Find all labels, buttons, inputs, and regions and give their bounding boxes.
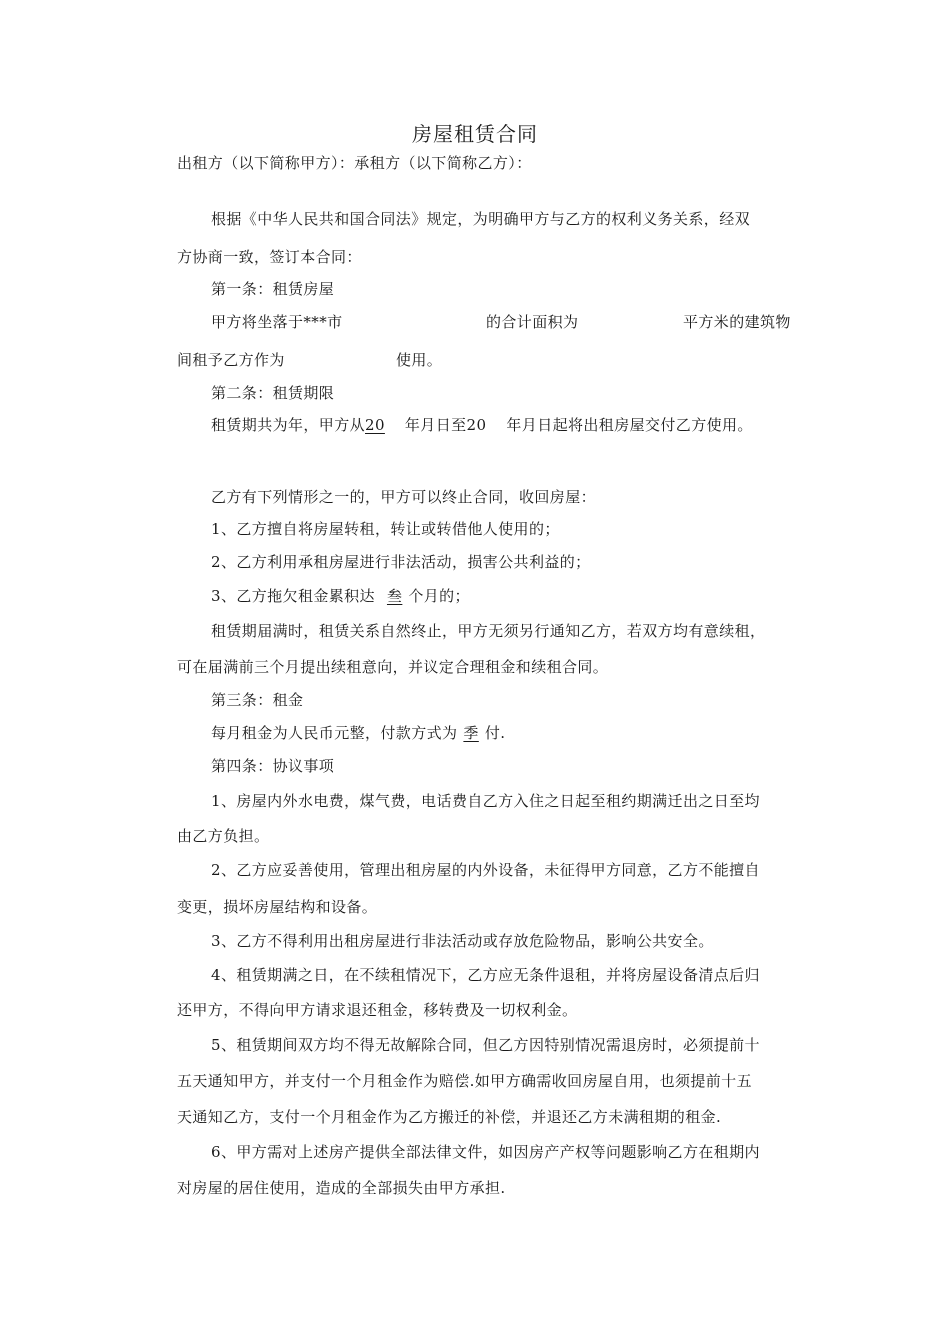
item-3-line-1: 3、乙方不得利用出租房屋进行非法活动或存放危险物品，影响公共安全。 (211, 932, 714, 950)
item-5-line-1: 5、租赁期间双方均不得无故解除合同，但乙方因特别情况需退房时，必须提前十 (211, 1036, 760, 1054)
item-2-line-1: 2、乙方应妥善使用，管理出租房屋的内外设备，未征得甲方同意，乙方不能擅自 (211, 861, 760, 879)
article-2-line (211, 414, 753, 436)
item-1-line-2: 由乙方负担。 (177, 827, 270, 845)
item-5-line-3: 天通知乙方，支付一个月租金作为乙方搬迁的补偿，并退还乙方未满租期的租金. (177, 1108, 722, 1126)
article-1-heading: 第一条：租赁房屋 (211, 280, 335, 298)
article-2-start-year: 20 (365, 416, 385, 434)
article-4-heading: 第四条：协议事项 (211, 757, 335, 775)
intro-line-2: 方协商一致，签订本合同： (177, 248, 362, 266)
item-4-line-2: 还甲方，不得向甲方请求退还租金，移转费及一切权利金。 (177, 1001, 578, 1019)
intro-line-1: 根据《中华人民共和国合同法》规定，为明确甲方与乙方的权利义务关系，经双 (211, 210, 751, 228)
article-2-text-a: 租赁期共为年，甲方从 (211, 416, 366, 434)
payment-method-value: 季 (463, 724, 479, 742)
article-1-text-e: 使用。 (396, 351, 443, 369)
article-1-text-a: 甲方将坐落于***市 (211, 313, 343, 331)
termination-item-1: 1、乙方擅自将房屋转租，转让或转借他人使用的； (211, 520, 560, 538)
article-1-text-b: 的合计面积为 (486, 313, 579, 331)
termination-intro: 乙方有下列情形之一的，甲方可以终止合同，收回房屋： (211, 488, 597, 506)
article-2-heading: 第二条：租赁期限 (211, 384, 335, 402)
item-2-line-2: 变更，损坏房屋结构和设备。 (177, 898, 378, 916)
item-1-line-1: 1、房屋内外水电费，煤气费，电话费自乙方入住之日起至租约期满迁出之日至均 (211, 792, 760, 810)
article-2-text-d: 年月日起将出租房屋交付乙方使用。 (506, 416, 753, 434)
document-title: 房屋租赁合同 (412, 122, 538, 146)
parties-line: 出租方（以下简称甲方）：承租方（以下简称乙方）： (177, 154, 532, 172)
article-3-line: 每月租金为人民币元整，付款方式为 季 付. (211, 724, 506, 742)
item-6-line-1: 6、甲方需对上述房产提供全部法律文件，如因房产产权等问题影响乙方在租期内 (211, 1143, 760, 1161)
item-4-line-1: 4、租赁期满之日，在不续租情况下，乙方应无条件退租，并将房屋设备清点后归 (211, 966, 760, 984)
termination-item-2: 2、乙方利用承租房屋进行非法活动，损害公共利益的； (211, 553, 591, 571)
article-1-text-d: 间租予乙方作为 (177, 351, 285, 369)
article-2-text-c: 年月日至20 (404, 416, 487, 434)
termination-item-3: 3、乙方拖欠租金累积达 叁 个月的； (211, 587, 470, 605)
renewal-line-1: 租赁期届满时，租赁关系自然终止，甲方无须另行通知乙方，若双方均有意续租， (211, 622, 766, 640)
article-1-text-c: 平方米的建筑物 (683, 313, 791, 331)
article-3-heading: 第三条：租金 (211, 691, 304, 709)
renewal-line-2: 可在届满前三个月提出续租意向，并议定合理租金和续租合同。 (177, 658, 609, 676)
item-6-line-2: 对房屋的居住使用，造成的全部损失由甲方承担. (177, 1179, 506, 1197)
arrears-months-value: 叁 (386, 587, 403, 605)
item-5-line-2: 五天通知甲方，并支付一个月租金作为赔偿.如甲方确需收回房屋自用，也须提前十五 (177, 1072, 752, 1090)
